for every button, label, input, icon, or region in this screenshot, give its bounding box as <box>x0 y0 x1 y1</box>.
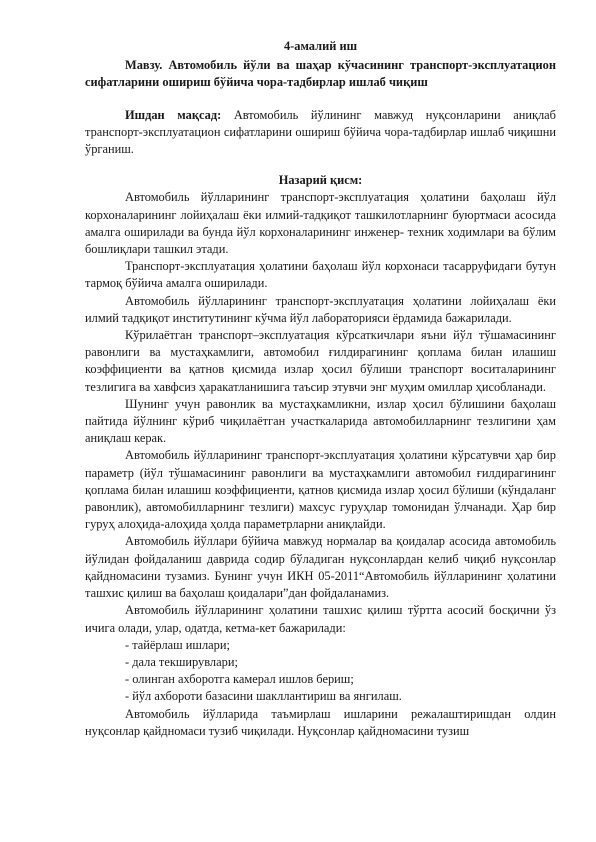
list-item: - тайёрлаш ишлари; <box>125 637 230 652</box>
theory-paragraph-4: Кўрилаётган транспорт–эксплуатация кўрсаткичлари яъни йўл тўшамасининг равонлиги ва мустаҳкамлиги, автомобил ғилдирагининг қоплама билан илашиш коэффициенти ва қатнов қисмида излар ҳосил бўлиши транспорт воситаларининг тезлигига ва хавфсиз ҳаракатланишига таъсир этувчи энг муҳим омиллар ҳисобланади. <box>85 328 556 394</box>
theory-paragraph-2: Транспорт-эксплуатация ҳолатини баҳолаш йўл корхонаси тасарруфидаги бутун тармоқ бўйича амалга оширилади. <box>85 259 556 291</box>
list-item: - йўл ахбороти базасини шакллантириш ва янгилаш. <box>125 689 402 704</box>
stages-list <box>85 637 556 706</box>
theory-paragraph-1: Автомобиль йўлларининг транспорт-эксплуатация ҳолатини баҳолаш йўл корхоналарининг лойиҳалаш ёки илмий-тадқиқот ташкилотларнинг буюртмаси асосида амалга оширилади ва бунда йўл корхоналарининг инженер- техник ходимлари ва бўлим бошлиқлари ташкил этади. <box>85 190 556 257</box>
goal-paragraph <box>85 107 556 159</box>
work-number-heading: 4-амалий иш <box>283 39 358 53</box>
list-item: - дала текширувлари; <box>125 654 238 669</box>
theory-paragraph-6: Автомобиль йўлларининг транспорт-эксплуатация ҳолатини кўрсатувчи ҳар бир параметр (йўл тўшамасининг равонлиги ва мустаҳкамлиги автомобил ғилдирагининг қоплама билан илашиш коэффициенти, қатнов қисмида излар ҳосил бўлиши (кўндаланг равонлик), автомобилларнинг тезлиги) махсус гуруҳлар томонидан ўлчанади. Ҳар бир гуруҳ алоҳида-алоҳида ҳолда параметрларни аниқлайди. <box>85 448 556 532</box>
goal-text: Автомобиль йўлининг мавжуд нуқсонларини аниқлаб транспорт-эксплуатацион сифатларини ошириш бўйича чора-тадбирлар ишлаб чиқишни ўрганиш. <box>85 107 556 157</box>
closing-paragraph: Автомобиль йўлларида таъмирлаш ишларини режалаштиришдан олдин нуқсонлар қайдномаси тузиб чиқилади. Нуқсонлар қайдномасини тузиш <box>85 706 556 738</box>
theory-paragraph-7: Автомобиль йўллари бўйича мавжуд нормалар ва қоидалар асосида автомобиль йўлидан фойдаланиш даврида содир бўладиган нуқсонлардан келиб чиқиб нуқсонлар қайдномасини тузамиз. Бунинг учун ИКН 05-2011“Автомобиль йўлларининг ҳолатини ташхис қилиш ва баҳолаш қоидалари”дан фойдаланамиз. <box>85 534 556 601</box>
theory-heading: Назарий қисм: <box>278 173 363 188</box>
topic-heading <box>85 57 556 91</box>
topic-label: Мавзу. <box>125 58 163 73</box>
document-page <box>85 34 556 740</box>
spacer <box>85 92 556 107</box>
goal-label: Ишдан мақсад: <box>125 107 222 122</box>
list-item: - олинган ахборотга камерал ишлов бериш; <box>125 672 354 687</box>
theory-paragraph-3: Автомобиль йўлларининг транспорт-эксплуатация ҳолатини лойиҳалаш ёки илмий тадқиқот институтининг кўчма йўл лабораторияси ёрдамида бажарилади. <box>85 293 556 325</box>
topic-text: Автомобиль йўли ва шаҳар кўчасининг транспорт-эксплуатацион сифатларини ошириш бўйича чора-тадбирлар ишлаб чиқиш <box>85 58 556 90</box>
theory-paragraph-8: Автомобиль йўлларининг ҳолатини ташхис қилиш тўртта асосий босқични ўз ичига олади, улар, одатда, кетма-кет бажарилади: <box>85 603 556 635</box>
theory-paragraph-5: Шунинг учун равонлик ва мустаҳкамликни, излар ҳосил бўлишини баҳолаш пайтида йўлнинг кўриб чиқилаётган участкаларида автомобилларнинг тезлигини ҳам аниқлаш керак. <box>85 396 556 446</box>
